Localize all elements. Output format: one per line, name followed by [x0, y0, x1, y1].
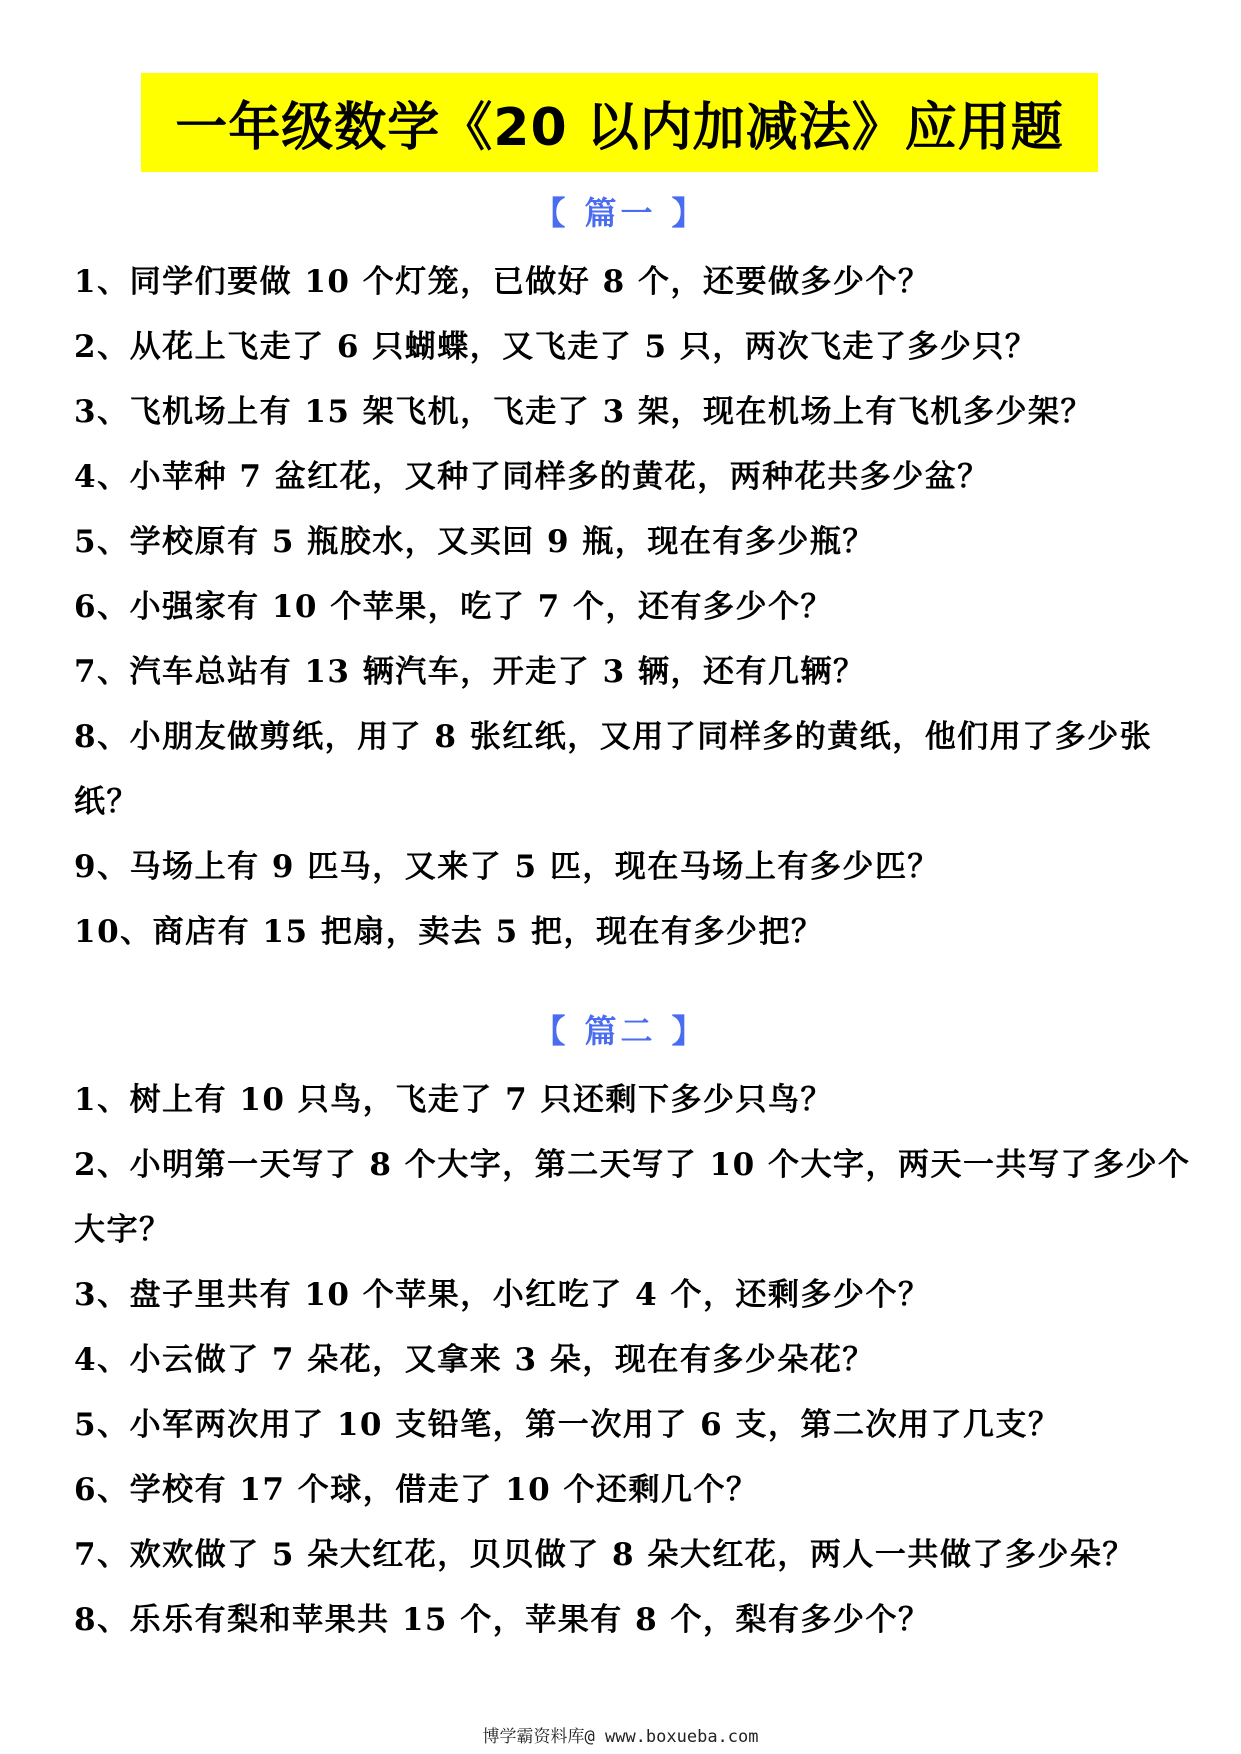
- question-item: 4、小苹种 7 盆红花，又种了同样多的黄花，两种花共多少盆？: [74, 459, 990, 495]
- footer-watermark: 博学霸资料库@ www.boxueba.com: [482, 1727, 759, 1747]
- question-item: 7、汽车总站有 13 辆汽车，开走了 3 辆，还有几辆？: [74, 654, 866, 690]
- section-heading-1: 【 篇一 】: [533, 194, 708, 232]
- question-item: 5、小军两次用了 10 支铅笔，第一次用了 6 支，第二次用了几支？: [74, 1407, 1061, 1443]
- question-item: 6、学校有 17 个球，借走了 10 个还剩几个？: [74, 1472, 759, 1508]
- question-item: 3、盘子里共有 10 个苹果，小红吃了 4 个，还剩多少个？: [74, 1277, 931, 1313]
- question-item: 6、小强家有 10 个苹果，吃了 7 个，还有多少个？: [74, 589, 833, 625]
- question-item: 7、欢欢做了 5 朵大红花，贝贝做了 8 朵大红花，两人一共做了多少朵？: [74, 1537, 1135, 1573]
- question-item: 4、小云做了 7 朵花，又拿来 3 朵，现在有多少朵花？: [74, 1342, 875, 1378]
- question-item: 2、小明第一天写了 8 个大字，第二天写了 10 个大字，两天一共写了多少个大字？: [74, 1147, 1191, 1248]
- question-item: 8、小朋友做剪纸，用了 8 张红纸，又用了同样多的黄纸，他们用了多少张纸？: [74, 719, 1153, 820]
- question-item: 8、乐乐有梨和苹果共 15 个，苹果有 8 个，梨有多少个？: [74, 1602, 931, 1638]
- page-title: 一年级数学《20 以内加减法》应用题: [175, 98, 1064, 158]
- question-item: 10、商店有 15 把扇，卖去 5 把，现在有多少把？: [74, 914, 824, 950]
- question-list-2: [74, 1068, 1194, 1653]
- section-heading-2: 【 篇二 】: [533, 1012, 708, 1050]
- question-item: 1、同学们要做 10 个灯笼，已做好 8 个，还要做多少个？: [74, 264, 931, 300]
- question-list-1: [74, 250, 1194, 965]
- title-banner: [141, 73, 1098, 172]
- question-item: 9、马场上有 9 匹马，又来了 5 匹，现在马场上有多少匹？: [74, 849, 940, 885]
- question-item: 1、树上有 10 只鸟，飞走了 7 只还剩下多少只鸟？: [74, 1082, 833, 1118]
- question-item: 5、学校原有 5 瓶胶水，又买回 9 瓶，现在有多少瓶？: [74, 524, 875, 560]
- question-item: 2、从花上飞走了 6 只蝴蝶，又飞走了 5 只，两次飞走了多少只？: [74, 329, 1038, 365]
- question-item: 3、飞机场上有 15 架飞机，飞走了 3 架，现在机场上有飞机多少架？: [74, 394, 1093, 430]
